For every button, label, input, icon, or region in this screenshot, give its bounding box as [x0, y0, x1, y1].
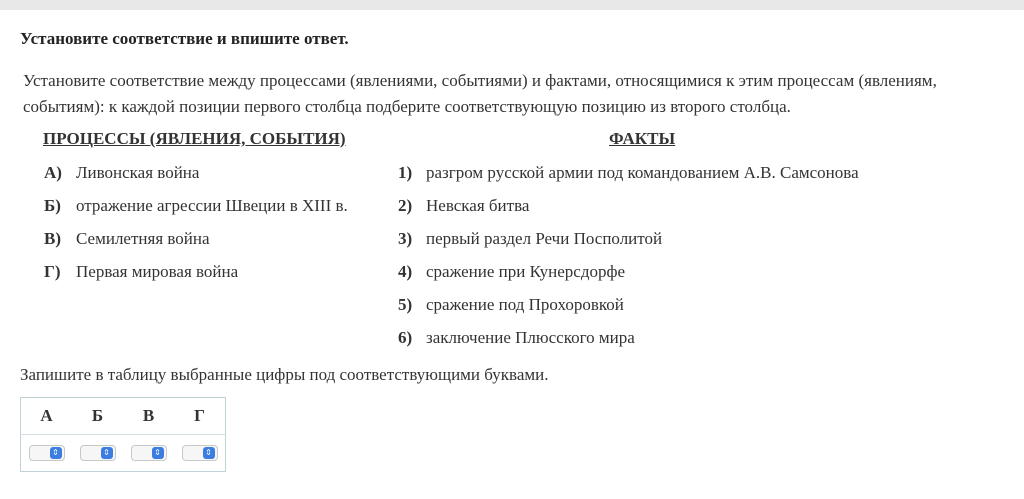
answer-column-b: Б: [72, 398, 123, 435]
fact-text: сражение под Прохоровкой: [426, 295, 624, 314]
process-text: Первая мировая война: [76, 262, 239, 281]
answer-select-b[interactable]: [80, 445, 116, 461]
answer-select-a[interactable]: [29, 445, 65, 461]
fact-key: 5): [398, 295, 413, 314]
processes-column-title: ПРОЦЕССЫ (ЯВЛЕНИЯ, СОБЫТИЯ): [43, 129, 346, 148]
fact-item: [398, 328, 635, 348]
chevron-updown-icon: ⇕: [101, 447, 113, 459]
fact-key: 3): [398, 229, 413, 248]
fact-text: сражение при Кунерсдорфе: [426, 262, 626, 281]
chevron-updown-icon: ⇕: [50, 447, 62, 459]
fact-item: [398, 163, 859, 183]
fact-key: 4): [398, 262, 413, 281]
process-text: отражение агрессии Швеции в XIII в.: [76, 196, 348, 215]
process-key: В): [44, 229, 61, 248]
fact-text: разгром русской армии под командованием А.В. Самсонова: [426, 163, 859, 182]
process-key: А): [44, 163, 62, 182]
task-heading: Установите соответствие и впишите ответ.: [20, 29, 349, 48]
fact-key: 1): [398, 163, 413, 182]
fact-item: [398, 229, 662, 249]
chevron-updown-icon: ⇕: [152, 447, 164, 459]
process-text: Ливонская война: [76, 163, 200, 182]
answer-cell: [72, 435, 123, 472]
fact-text: заключение Плюсского мира: [426, 328, 635, 347]
answer-table-select-row: [21, 435, 226, 472]
process-item: [44, 229, 210, 249]
answer-select-g[interactable]: [182, 445, 218, 461]
answer-cell: [123, 435, 174, 472]
process-item: [44, 196, 348, 216]
top-bar: [0, 0, 1024, 10]
process-text: Семилетняя война: [76, 229, 210, 248]
chevron-updown-icon: ⇕: [203, 447, 215, 459]
fact-item: [398, 262, 625, 282]
fact-key: 2): [398, 196, 413, 215]
answer-column-g: Г: [174, 398, 226, 435]
fact-item: [398, 295, 624, 315]
fact-item: [398, 196, 529, 216]
fact-key: 6): [398, 328, 413, 347]
answer-table: [20, 397, 226, 472]
answer-prompt: Запишите в таблицу выбранные цифры под соответствующими буквами.: [20, 365, 549, 384]
answer-column-a: А: [21, 398, 73, 435]
process-item: [44, 262, 238, 282]
answer-cell: [174, 435, 226, 472]
answer-column-v: В: [123, 398, 174, 435]
task-instructions: Установите соответствие между процессами (явлениями, событиями) и фактами, относящимися к этим процессам (явлениям, событиям): к каждой позиции первого столбца подберите соответствующую позицию из второго столбца.: [23, 71, 937, 116]
answer-select-v[interactable]: [131, 445, 167, 461]
facts-column-title: ФАКТЫ: [609, 129, 676, 148]
answer-cell: [21, 435, 73, 472]
answer-table-header-row: [21, 398, 226, 435]
process-key: Б): [44, 196, 61, 215]
fact-text: первый раздел Речи Посполитой: [426, 229, 663, 248]
process-item: [44, 163, 199, 183]
process-key: Г): [44, 262, 61, 281]
fact-text: Невская битва: [426, 196, 530, 215]
